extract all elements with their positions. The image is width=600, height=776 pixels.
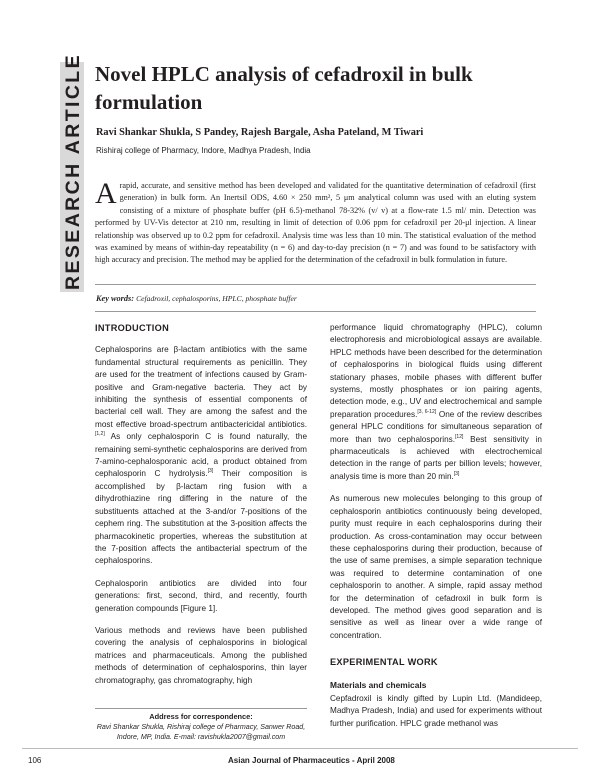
keywords-text: Cefadroxil, cephalosporins, HPLC, phosphate buffer: [136, 294, 297, 303]
abstract-drop-cap: A: [95, 177, 117, 210]
materials-paragraph: Cepfadroxil is kindly gifted by Lupin Ltd. (Mandideep, Madhya Pradesh, India) and used for experiments without further purification. HPLC grade methanol was: [330, 693, 542, 728]
citation: [3]: [453, 470, 460, 477]
intro-paragraph-2: Cephalosporin antibiotics are divided into four generations: first, second, third, and recently, fourth generation compounds [Figure 1].: [95, 578, 307, 613]
article-title: Novel HPLC analysis of cefadroxil in bulk formulation: [95, 62, 473, 114]
article-type-label: RESEARCH ARTICLE: [62, 52, 84, 290]
keywords-bottom-divider: [95, 311, 536, 312]
citation: [3, 6-12]: [417, 408, 437, 415]
correspondence-address: Ravi Shankar Shukla, Rishiraj college of Pharmacy, Sanwer Road, Indore, MP, India. E-mail: ravishukla2007@gmail.com: [96, 723, 306, 741]
keywords-top-divider: [95, 284, 536, 285]
intro-paragraph-4: performance liquid chromatography (HPLC), column electrophoresis and microbiological assays are available. HPLC methods have been described for the determination of cephalosporins in biological fluids using different stationary phases, mobile phases with different buffer systems, mostly phosphates or ion pairing agents, detection mode, e.g., UV and electrochemical and sample preparation procedures.[3, 6-12] One of the review describes general HPLC conditions for simultaneous separation of more than two cephalosporins.[12] Best sensitivity in pharmaceuticals is achieved with electrochemical detection in the range of parts per billion levels; however, analysis time is more than 20 min.[3]: [330, 323, 542, 481]
keywords: [96, 294, 297, 303]
intro-paragraph-1: Cephalosporins are β-lactam antibiotics with the same fundamental structural requirements as penicillin. They are used for the treatment of infections caused by Gram-positive and Gram-negative bacteria. They act by inhibiting the synthesis of essential components of bacterial cell wall. They are among the safest and the most effective broad-spectrum antibactericidal antibiotics.[1,2] As only cephalosporin C is found naturally, the remaining semi-synthetic cephalosporins are derived from 7-amino-cephalosporanic acid, a product obtained from cephalosporin C hydrolysis.[3] Their composition is accomplished by β-lactam ring fusion with a dihydrothiazine ring differing in the nature of the substituents attached at the 3-and/or 7-positions of the cephem ring. The substitution at the 3-position affects the pharmacokinetic properties, whereas the substitution at the 7-position affects the antibacterial spectrum of the cephalosporins.: [95, 345, 307, 566]
citation: [1,2]: [95, 431, 105, 438]
page-number: 106: [28, 756, 42, 765]
materials-subheading: Materials and chemicals: [330, 679, 427, 690]
author-list: Ravi Shankar Shukla, S Pandey, Rajesh Bargale, Asha Pateland, M Tiwari: [96, 127, 424, 138]
affiliation: Rishiraj college of Pharmacy, Indore, Madhya Pradesh, India: [96, 146, 311, 155]
left-column: [95, 322, 307, 697]
footer-divider: [22, 748, 578, 749]
right-column: [330, 322, 542, 740]
introduction-heading: INTRODUCTION: [95, 323, 170, 333]
abstract-text: rapid, accurate, and sensitive method has been developed and validated for the quantitative determination of cefadroxil (first generation) in bulk form. An Inertsil ODS, 4.60 × 250 mm², 5 μm analytical column was used with an eluting system consisting of a mixture of phosphate buffer (pH 6.5)-methanol 78-32% (v/ v) at a flow-rate 1.5 ml/ min. Detection was performed by UV-Vis detector at 210 nm, resulting in limit of detection of 0.06 ppm for cefadroxil per 20-μl injection. A linear relationship was observed up to 0.2 ppm for cefadroxil. Analysis time was less than 10 min. The statistical evaluation of the method was examined by means of within-day repeatability (n = 6) and day-to-day precision (n = 7) and was found to be satisfactory with high accuracy and precision. The method may be applied for the determination of the cefadroxil in bulk formulation in future.: [95, 181, 536, 265]
experimental-heading: EXPERIMENTAL WORK: [330, 657, 438, 668]
intro-paragraph-5: As numerous new molecules belonging to this group of cephalosporin antibiotics continuously being developed, purity must require in each cephalosporins during their production. As cross-contamination may occur between these cephalosporins during their production, because of the use of same premises, a simple separation technique was required to determine contamination of one cephalosporin to another. A simple, rapid assay method for the determination of cefadroxil in bulk form is developed. The method gives good separation and is sensitive as well as linear over a wide range of concentration.: [330, 494, 542, 640]
correspondence-divider: [95, 708, 307, 709]
citation: [12]: [455, 433, 464, 440]
journal-name: Asian Journal of Pharmaceutics - April 2008: [228, 756, 395, 765]
intro-paragraph-3: Various methods and reviews have been published covering the analysis of cephalosporins in biological matrices and pharmaceuticals. Among the published methods of determination of cephalosporins, thin layer chromatography, gas chromatography, high: [95, 625, 307, 685]
keywords-label: Key words:: [96, 294, 135, 303]
abstract: [95, 177, 536, 267]
citation: [3]: [207, 468, 214, 475]
correspondence-label: Address for correspondence:: [149, 712, 253, 721]
